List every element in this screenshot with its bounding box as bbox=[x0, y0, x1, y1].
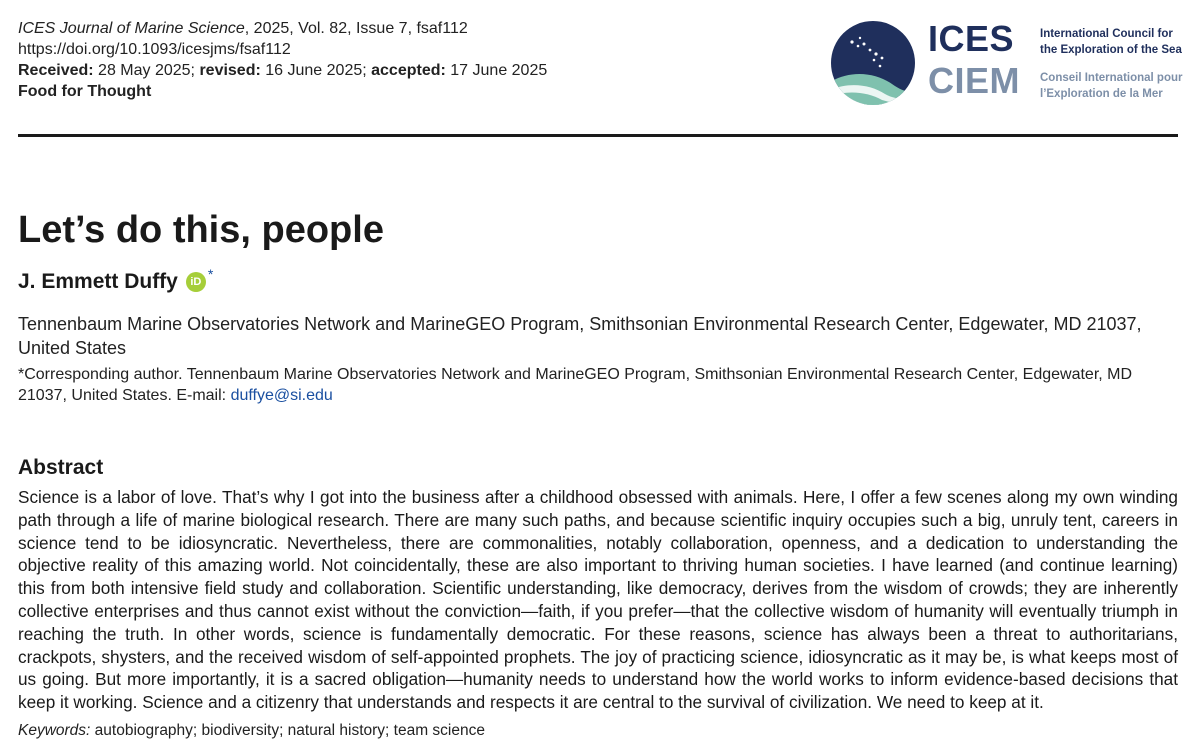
ices-logo bbox=[830, 18, 1183, 120]
abstract-heading: Abstract bbox=[18, 456, 104, 479]
journal-issue: , 2025, Vol. 82, Issue 7, fsaf112 bbox=[244, 20, 468, 37]
correspondence-text: *Corresponding author. Tennenbaum Marine Observatories Network and MarineGEO Program, Smithsonian Environmental Research Center, Edgewater, MD 21037, United States. E-mail: bbox=[18, 366, 1133, 404]
correspondence-note bbox=[18, 364, 1178, 406]
keywords-list: autobiography; biodiversity; natural history; team science bbox=[90, 722, 485, 739]
accepted-date: 17 June 2025 bbox=[445, 62, 548, 79]
logo-english-name: International Council for the Exploration of the Sea bbox=[1040, 28, 1182, 56]
ices-emblem-icon bbox=[830, 20, 916, 106]
received-label: Received: bbox=[18, 62, 94, 79]
section-label: Food for Thought bbox=[18, 83, 152, 100]
accepted-label: accepted: bbox=[371, 62, 446, 79]
doi-link[interactable]: https://doi.org/10.1093/icesjms/fsaf112 bbox=[18, 41, 291, 58]
header-divider bbox=[18, 134, 1178, 137]
logo-french-name: Conseil International pour l’Exploration de la Mer bbox=[1040, 72, 1183, 100]
author-name[interactable]: J. Emmett Duffy bbox=[18, 270, 178, 293]
revised-label: revised: bbox=[199, 62, 261, 79]
author-line bbox=[18, 268, 213, 296]
received-date: 28 May 2025; bbox=[93, 62, 200, 79]
logo-ciem-text: CIEM bbox=[928, 60, 1020, 101]
keywords-line bbox=[18, 721, 485, 741]
abstract-text: Science is a labor of love. That’s why I got into the business after a childhood obsessed with animals. Here, I offer a few scenes along my own winding path through a life of marine biological research. There are many such paths, and because scientific inquiry occupies such a big, unruly tent, careers in science tend to be idiosyncratic. Nevertheless, there are commonalities, notably collaboration, openness, and a dedication to understanding the objective reality of this amazing world. Not coincidentally, these are also important to thriving human societies. I have learned (and continue learning) this from both intensive field study and collaboration. Scientific understanding, like democracy, derives from the wisdom of crowds; they are inherently collective enterprises and thus cannot exist without the conviction—faith, if you prefer—that the collective wisdom of humanity will eventually triumph in reaching the truth. In other words, science is fundamentally democratic. For these reasons, science has always been a threat to authoritarians, crackpots, shysters, and the received wisdom of self-appointed prophets. The joy of practicing science, idiosyncratic as it may be, is what keeps most of us going. But more importantly, it is a sacred obligation—humanity needs to understand how the world works to inform evidence-based decisions that keep it working. Science and a citizenry that understands and respects it are central to the survival of civilization. We need to keep at it. bbox=[18, 487, 1178, 713]
keywords-label: Keywords: bbox=[18, 722, 91, 739]
revised-date: 16 June 2025; bbox=[260, 62, 372, 79]
article-title: Let’s do this, people bbox=[18, 209, 384, 251]
logo-ices-text: ICES bbox=[928, 18, 1015, 59]
orcid-icon[interactable]: iD bbox=[186, 272, 206, 292]
journal-name: ICES Journal of Marine Science bbox=[18, 20, 245, 37]
corresponding-author-mark[interactable]: * bbox=[207, 266, 214, 282]
article-page bbox=[18, 18, 1183, 739]
email-link[interactable]: duffye@si.edu bbox=[230, 387, 333, 404]
author-affiliation: Tennenbaum Marine Observatories Network and MarineGEO Program, Smithsonian Environmental Research Center, Edgewater, MD 21037, United States bbox=[18, 314, 1142, 358]
